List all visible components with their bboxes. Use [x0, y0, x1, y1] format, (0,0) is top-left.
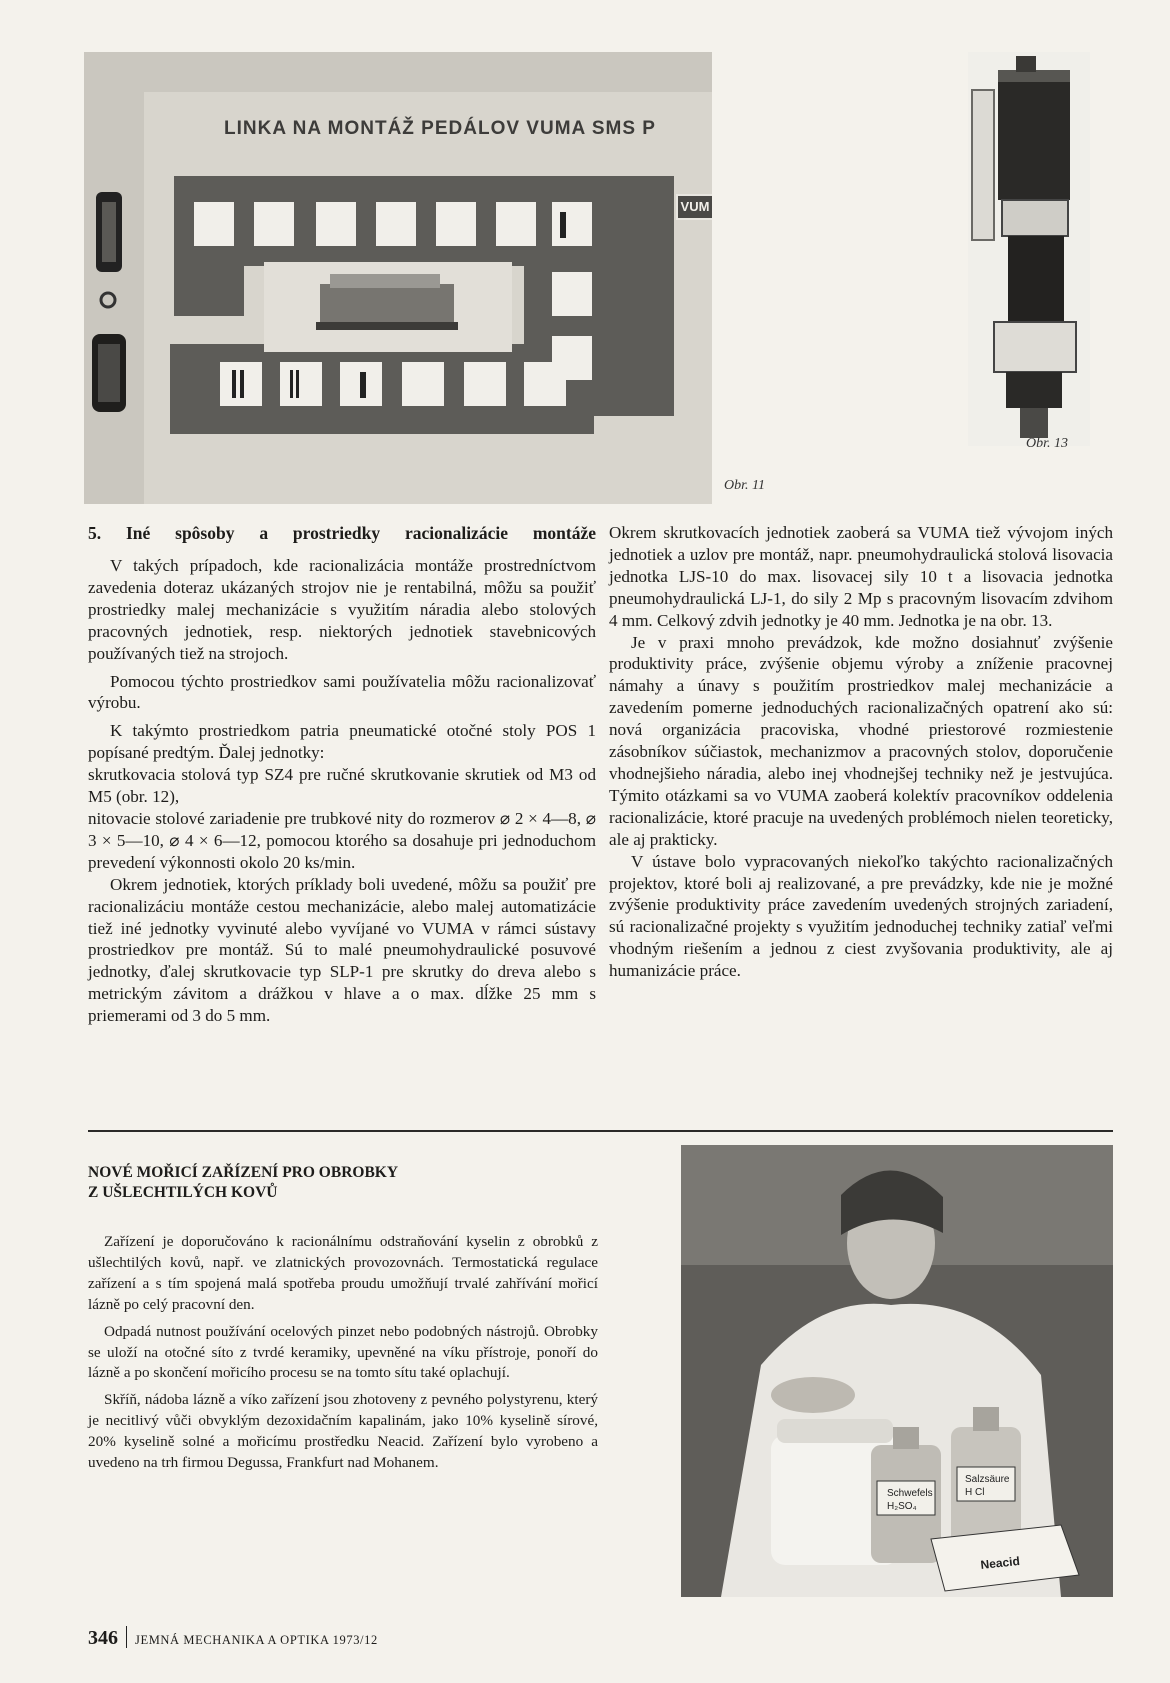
article-title-line-1: NOVÉ MOŘICÍ ZAŘÍZENÍ PRO OBROBKY: [88, 1164, 399, 1181]
bottle-label-sulfuric-line2: H₂SO₄: [887, 1501, 917, 1512]
article-title-line-2: Z UŠLECHTILÝCH KOVŮ: [88, 1184, 278, 1201]
lab-photo: [681, 1145, 1113, 1597]
vuma-logo: VUM: [676, 194, 712, 220]
paragraph: Skříň, nádoba lázně a víko zařízení jsou zhotoveny z pevného polystyrenu, který je necitlivý vůči obvyklým dezoxidačním kapalinám, jako 10% kyselině sírové, 20% kyselině solné a mořicímu prostředku Neacid. Zařízení bylo vyrobeno a uvedeno na trh firmou Degussa, Frankfurt nad Mohanem.: [88, 1391, 598, 1472]
right-column: [609, 522, 1113, 982]
paragraph: Okrem jednotiek, ktorých príklady boli uvedené, môžu sa použiť pre racionalizáciu montáže cestou mechanizácie, alebo malej automatizácie tiež iné jednotky vyvinuté alebo vyvíjané vo VUMA v rámci sústavy prostriedkov pre montáž. Sú to malé pneumohydraulické posuvové jednotky, ďalej skrutkovacie typ SLP-1 pre skrutky do dreva alebo s metrickým závitom a drážkou v hlave a o max. dĺžke 25 mm s priemerami od 3 do 5 mm.: [88, 874, 596, 1026]
left-column: [88, 555, 596, 1027]
neacid-box-label: Neacid: [979, 1553, 1021, 1572]
page-number: 346: [88, 1627, 118, 1649]
paragraph: Okrem skrutkovacích jednotiek zaoberá sa VUMA tiež vývojom iných jednotiek a uzlov pre montáž, napr. pneumohydraulická stolová lisovacia jednotka LJS-10 do max. lisovacej sily 10 t a lisovacia jednotka pneumohydraulická LJ-1, do sily 2 Mp s pracovným lisovacím zdvihom 4 mm. Celkový zdvih jednotky je 40 mm. Jednotka je na obr. 13.: [609, 523, 1113, 630]
figure-13-caption: Obr. 13: [1026, 436, 1069, 451]
paragraph: Pomocou týchto prostriedkov sami používatelia môžu racionalizovať výrobu.: [88, 671, 596, 713]
bottle-label-sulfuric-line1: Schwefels: [887, 1488, 933, 1499]
technician-with-pickling-device-image: [681, 1145, 1113, 1597]
article-title: [88, 1163, 488, 1203]
pneumohydraulic-press-image: [968, 52, 1090, 446]
section-divider: [88, 1130, 1113, 1132]
bottle-label-hydrochloric-line2: H Cl: [965, 1487, 985, 1498]
page-footer: [88, 1626, 378, 1650]
journal-name: JEMNÁ MECHANIKA A OPTIKA 1973/12: [135, 1633, 378, 1647]
section-heading: 5. Iné spôsoby a prostriedky racionalizácie montáže: [88, 523, 596, 543]
figure-11-assembly-line-poster: [84, 52, 712, 504]
paragraph: V ústave bolo vypracovaných niekoľko takýchto racionalizačných projektov, ktoré boli aj realizované, a pre prevádzky, kde nie je možné zvýšenie produktivity práce zavedením uvedených strojných zariadení, sú racionalizačné projekty s využitím jednoduchej techniky zatiaľ veľmi vhodným riešením a jednou z ciest zvyšovania produktivity, ale aj humanizácie práce.: [609, 851, 1113, 981]
bottle-label-hydrochloric-line1: Salzsäure: [965, 1474, 1010, 1485]
paragraph: K takýmto prostriedkom patria pneumatické otočné stoly POS 1 popísané predtým. Ďalej jednotky:: [88, 721, 596, 763]
article-body: [88, 1232, 598, 1474]
footer-separator: [126, 1626, 127, 1648]
paragraph: Odpadá nutnost používání ocelových pinzet nebo podobných nástrojů. Obrobky se uloží na otočné síto z tvrdé keramiky, upevněné na víku přístroje, ponoří do lázně a po skončení mořicího procesu se na tomto sítu také oplachují.: [88, 1322, 598, 1382]
figure-11-caption: Obr. 11: [724, 478, 765, 493]
paragraph: V takých prípadoch, kde racionalizácia montáže prostredníctvom zavedenia doteraz ukázaných strojov nie je rentabilná, môžu sa použiť prostriedky malej mechanizácie s využitím náradia alebo stolových pracovných jednotiek, resp. niektorých jednotiek stavebnicových používaných tiež na strojoch.: [88, 556, 596, 663]
figure-13-press-unit: [968, 52, 1090, 446]
paragraph: skrutkovacia stolová typ SZ4 pre ručné skrutkovanie skrutiek od M3 od M5 (obr. 12),: [88, 765, 596, 807]
paragraph: Je v praxi mnoho prevádzok, kde možno dosiahnuť zvýšenie produktivity práce, zvýšenie objemu výroby a zníženie pracovnej námahy a únavy s použitím prostriedkov malej mechanizácie a zavedením pomerne jednoduchých racionalizačných opatrení ako sú: nová organizácia pracoviska, vhodné priestorové rozmiestenie zásobníkov súčiastok, mechanizmov a pracovných stolov, doporučenie vhodnejšieho náradia, alebo inej vhodnejšej techniky než je jestvujúca. Týmito otázkami sa vo VUMA zaoberá kolektív pracovníkov oddelenia racionalizácie, ktoré pracuje na uvedených problémoch nielen teoreticky, ale aj prakticky.: [609, 632, 1113, 849]
poster-title: LINKA NA MONTÁŽ PEDÁLOV VUMA SMS P: [224, 118, 656, 139]
paragraph: nitovacie stolové zariadenie pre trubkové nity do rozmerov ⌀ 2 × 4—8, ⌀ 3 × 5—10, ⌀ 4 × 6—12, pomocou ktorého sa dosahuje pri jednoduchom prevedení výkonnosti okolo 20 ks/min.: [88, 808, 596, 872]
paragraph: Zařízení je doporučováno k racionálnímu odstraňování kyselin z obrobků z ušlechtilých kovů, např. ve zlatnických provozovnách. Termostatická regulace zařízení a s tím spojená malá spotřeba proudu umožňují trvalé zahřívání mořicí lázně po celý pracovní den.: [88, 1233, 598, 1313]
